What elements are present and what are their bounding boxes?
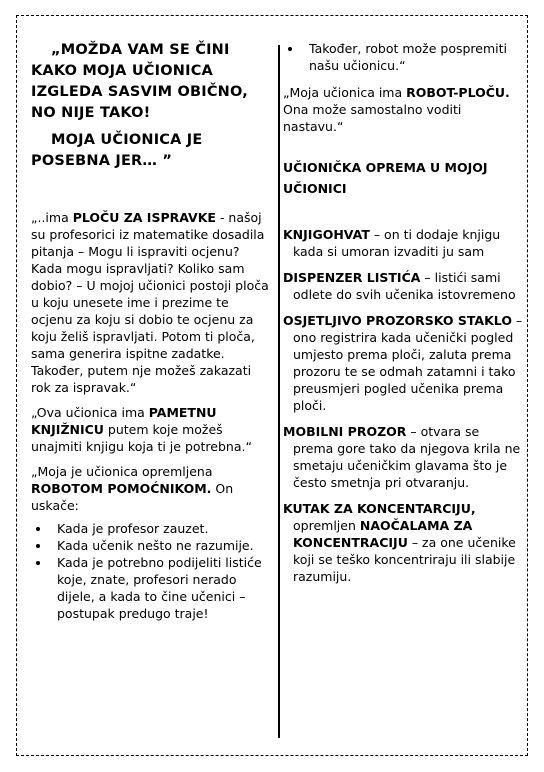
headline-2: MOJA UČIONICA JE POSEBNA JER… ” xyxy=(31,132,203,169)
equipment-item xyxy=(283,423,523,491)
paragraph-knjiznica-pre: „Ova učionica ima xyxy=(31,405,149,420)
paragraph-knjiznica xyxy=(31,404,271,455)
equipment-item-desc: – za one učenike koji se teško koncentriraju ili slabije razumiju. xyxy=(293,535,516,584)
paragraph-ploca-bold: PLOČU ZA ISPRAVKE xyxy=(72,210,216,225)
robot-bullet-list xyxy=(31,520,271,622)
equipment-item-name: OSJETLJIVO PROZORSKO STAKLO xyxy=(283,313,512,328)
paragraph-robot-ploca xyxy=(283,84,523,135)
paragraph-robot-ploca-pre: „Moja učionica ima xyxy=(283,85,407,100)
equipment-item xyxy=(283,226,523,260)
paragraph-robot-bold: ROBOTOM POMOĆNIKOM. xyxy=(31,481,212,496)
equipment-item xyxy=(283,312,523,414)
paragraph-robot-ploca-bold: ROBOT-PLOČU. xyxy=(406,85,510,100)
paragraph-ploca-post: - našoj su profesorici iz matematike dosadila pitanja – Mogu li ispraviti ocjenu? Kada mogu ispravljati? Koliko sam dobio? – U mojoj učionici postoji ploča u koju unesete ime i prezime te ocjenu za koju si dobio te ocjenu za koju želiš ispravljati. Potom ti ploča, sama generira ispitne zadatke. Također, putem nje možeš zakazati rok za ispravak.“ xyxy=(31,210,269,395)
column-divider xyxy=(278,45,280,738)
list-item: • Također, robot može pospremiti našu učionicu.“ xyxy=(303,40,523,74)
paragraph-robot-pre: „Moja je učionica opremljena xyxy=(31,464,213,479)
equipment-item-desc: – ono registrira kada učenički pogled umjesto prema ploči, zaluta prema prozoru te se odmah zatamni i tako preusmjeri pogled učenika prema ploči. xyxy=(293,313,523,413)
paragraph-robot-ploca-post: Ona može samostalno voditi nastavu.“ xyxy=(283,102,462,134)
list-item: • Kada učenik nešto ne razumije. xyxy=(51,537,271,554)
paragraph-robot xyxy=(31,463,271,514)
robot-bullet-list-cont xyxy=(283,40,523,74)
equipment-item-name: MOBILNI PROZOR xyxy=(283,424,407,439)
headline-1: „MOŽDA VAM SE ČINI KAKO MOJA UČIONICA IZGLEDA SASVIM OBIČNO, NO NIJE TAKO! xyxy=(31,42,248,121)
paragraph-ploca-pre: „..ima xyxy=(31,210,73,225)
equipment-item-desc: – on ti dodaje knjigu kada si umoran izvaditi ju sam xyxy=(293,227,501,259)
equipment-item-kutak xyxy=(283,500,523,585)
list-item: • Kada je potrebno podijeliti listiće koje, znate, profesori nerado dijele, a kada to čine učenici – postupak predugo traje! xyxy=(51,554,271,622)
paragraph-knjiznica-post: putem koje možeš unajmiti knjigu koja ti je potrebna.“ xyxy=(31,422,252,454)
right-column xyxy=(283,40,523,585)
equipment-item-name: KUTAK ZA KONCENTARCIJU, xyxy=(283,501,476,516)
equipment-item xyxy=(283,269,523,303)
list-item: • Kada je profesor zauzet. xyxy=(51,520,271,537)
left-column xyxy=(31,40,271,622)
paragraph-knjiznica-bold: PAMETNU KNJIŽNICU xyxy=(31,405,217,437)
section-title: UČIONIČKA OPREMA U MOJOJ UČIONICI xyxy=(283,160,488,196)
equipment-item-name-2: NAOČALAMA ZA KONCENTRACIJU xyxy=(293,518,473,550)
equipment-item-name: DISPENZER LISTIĆA xyxy=(283,270,421,285)
equipment-item-desc: – otvara se prema gore tako da njegova krila ne smetaju učeničkim glavama što je često smetnja pri otvaranju. xyxy=(293,424,521,490)
equipment-item-mid: opremljen xyxy=(293,518,360,533)
equipment-item-name: KNJIGOHVAT xyxy=(283,227,370,242)
paragraph-ploca xyxy=(31,209,271,396)
equipment-item-desc: – listići sami odlete do svih učenika istovremeno xyxy=(293,270,516,302)
paragraph-robot-post: On uskače: xyxy=(31,481,234,513)
